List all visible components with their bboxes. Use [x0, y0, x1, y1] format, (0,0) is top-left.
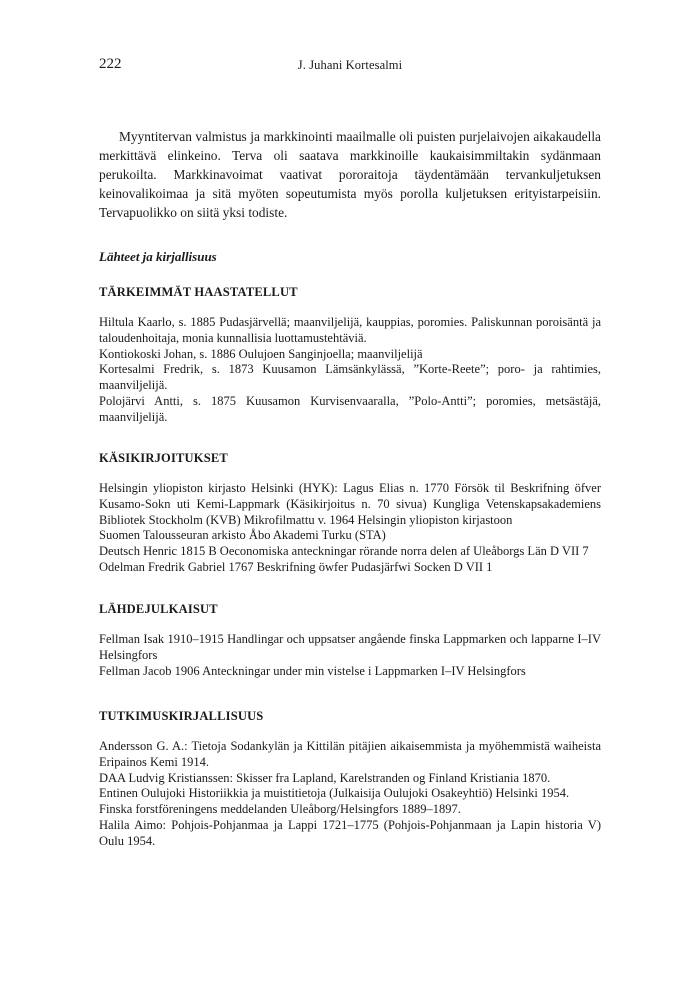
section-list-interviews — [99, 315, 601, 426]
page-number: 222 — [99, 56, 122, 72]
list-item: Deutsch Henric 1815 B Oeconomiska anteckningar rörande norra delen af Uleåborgs Län D VII 7 — [99, 544, 589, 559]
list-item: Finska forstföreningens meddelanden Uleåborg/Helsingfors 1889–1897. — [99, 802, 461, 817]
list-item: Andersson G. A.: Tietoja Sodankylän ja Kittilän pitäjien aikaisemmista ja myöhemmistä waiheista Eripainos Kemi 1914. — [99, 739, 601, 769]
list-item: Kortesalmi Fredrik, s. 1873 Kuusamon Lämsänkylässä, ”Korte-Reete”; poro- ja rahtimies, maanviljelijä. — [99, 362, 601, 393]
list-item: Suomen Talousseuran arkisto Åbo Akademi Turku (STA) — [99, 528, 386, 543]
list-item: Helsingin yliopiston kirjasto Helsinki (HYK): Lagus Elias n. 1770 Försök til Beskrifning öfver Kusamo-Sokn uti Kemi-Lappmark (Käsikirjoitus n. 70 sivua) Kungliga Vetenskapsakademiens Bibliotek Stockholm (KVB) Mikrofilmattu v. 1964 Helsingin yliopiston kirjastoon — [99, 481, 601, 527]
list-item: Entinen Oulujoki Historiikkia ja muistitietoja (Julkaisija Oulujoki Osakeyhtiö) Helsinki 1954. — [99, 786, 570, 801]
list-item: DAA Ludvig Kristianssen: Skisser fra Lapland, Karelstranden og Finland Kristiania 1870. — [99, 770, 551, 785]
section-heading-source-publications: LÄHDEJULKAISUT — [99, 602, 218, 616]
running-head: J. Juhani Kortesalmi — [297, 58, 403, 72]
list-item: Polojärvi Antti, s. 1875 Kuusamon Kurvisenvaaralla, ”Polo-Antti”; poromies, metsästäjä, maanviljelijä. — [99, 393, 601, 424]
list-item: Fellman Isak 1910–1915 Handlingar och uppsatser angående finska Lappmarken och lapparne I–IV Helsingfors — [99, 632, 601, 662]
page-header — [99, 55, 601, 73]
sources-title: Lähteet ja kirjallisuus — [99, 249, 217, 264]
section-heading-research-literature: TUTKIMUSKIRJALLISUUS — [99, 709, 264, 723]
list-item: Odelman Fredrik Gabriel 1767 Beskrifning öwfer Pudasjärfwi Socken D VII 1 — [99, 559, 493, 574]
section-list-source-publications — [99, 632, 601, 679]
list-item: Fellman Jacob 1906 Anteckningar under min vistelse i Lappmarken I–IV Helsingfors — [99, 663, 526, 678]
intro-paragraph: Myyntitervan valmistus ja markkinointi maailmalle oli puisten purjelaivojen aikakaudella merkittävä elinkeino. Terva oli saatava markkinoille kaukaisimmiltakin sydänmaan perukoilta. Markkinavoimat vaativat pororaitoja täydentämään tervankuljetuksen keinovalikoimaa ja sitä myöten sopeutumista myös porolla kuljetuksen erityistarpeisiin. Tervapuolikko on siitä yksi todiste. — [99, 129, 601, 221]
section-list-research-literature — [99, 739, 601, 850]
list-item: Kontiokoski Johan, s. 1886 Oulujoen Sanginjoella; maanviljelijä — [99, 346, 423, 361]
list-item: Hiltula Kaarlo, s. 1885 Pudasjärvellä; maanviljelijä, kauppias, poromies. Paliskunnan poroisäntä ja taloudenhoitaja, monia kunnallisia luottamustehtäviä. — [99, 315, 601, 345]
section-list-manuscripts — [99, 481, 601, 576]
section-heading-interviews: TÄRKEIMMÄT HAASTATELLUT — [99, 285, 298, 299]
section-heading-manuscripts: KÄSIKIRJOITUKSET — [99, 451, 228, 465]
list-item: Halila Aimo: Pohjois-Pohjanmaa ja Lappi 1721–1775 (Pohjois-Pohjanmaan ja Lapin historia V) Oulu 1954. — [99, 817, 601, 848]
